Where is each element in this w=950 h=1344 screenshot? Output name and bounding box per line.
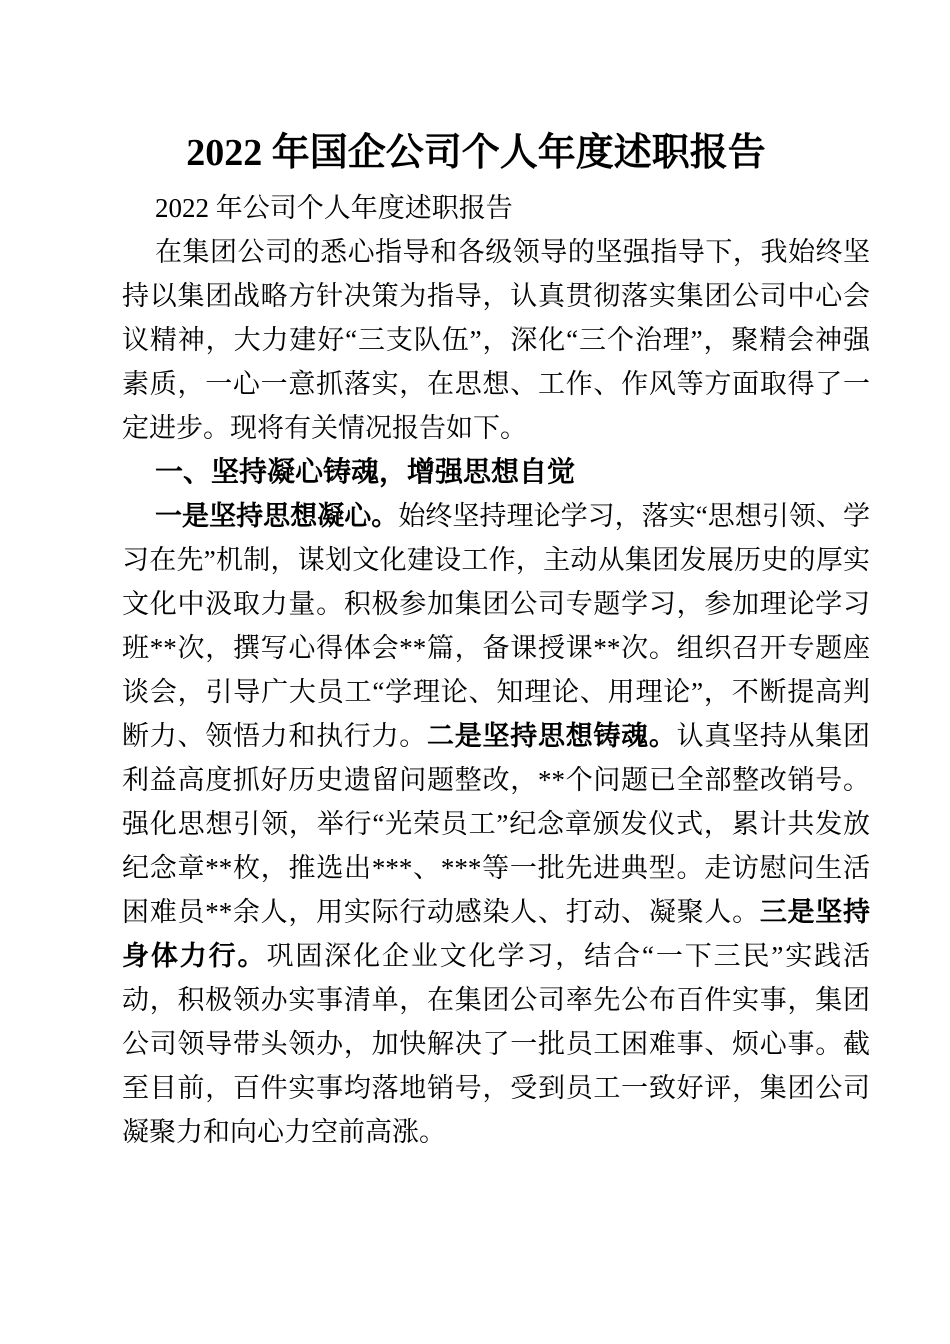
lead-in-segment-1: 一是坚持思想凝心。 — [155, 501, 399, 531]
body-segment-2: 认真坚持从集团利益高度抓好历史遗留问题整改，**个问题已全部整改销号。强化思想引领，举行“光荣员工”纪念章颁发仪式，累计共发放纪念章**枚，推选出***、***等一批先进典型。走访慰问生活困难员**余人，用实际行动感染人、打动、凝聚人。 — [122, 721, 871, 927]
lead-in-segment-3: 三是坚持身体力行。 — [122, 897, 871, 971]
body-segment-1: 始终坚持理论学习，落实“思想引领、学习在先”机制，谋划文化建设工作，主动从集团发展历史的厚实文化中汲取力量。积极参加集团公司专题学习，参加理论学习班**次，撰写心得体会**篇，备课授课**次。组织召开专题座谈会，引导广大员工“学理论、知理论、用理论”，不断提高判断力、领悟力和执行力。 — [122, 501, 871, 751]
document-subtitle: 2022 年公司个人年度述职报告 — [155, 193, 513, 223]
section-1-body-paragraph — [122, 494, 870, 1154]
intro-paragraph: 在集团公司的悉心指导和各级领导的坚强指导下，我始终坚持以集团战略方针决策为指导，认真贯彻落实集团公司中心会议精神，大力建好“三支队伍”，深化“三个治理”，聚精会神强素质，一心一意抓落实，在思想、工作、作风等方面取得了一定进步。现将有关情况报告如下。 — [122, 237, 870, 443]
section-1-heading: 一、坚持凝心铸魂，增强思想自觉 — [155, 456, 576, 487]
document-title: 2022 年国企公司个人年度述职报告 — [186, 132, 766, 174]
body-segment-3: 巩固深化企业文化学习，结合“一下三民”实践活动，积极领办实事清单，在集团公司率先公布百件实事，集团公司领导带头领办，加快解决了一批员工困难事、烦心事。截至目前，百件实事均落地销号，受到员工一致好评，集团公司凝聚力和向心力空前高涨。 — [122, 941, 871, 1147]
lead-in-segment-2: 二是坚持思想铸魂。 — [427, 721, 677, 751]
